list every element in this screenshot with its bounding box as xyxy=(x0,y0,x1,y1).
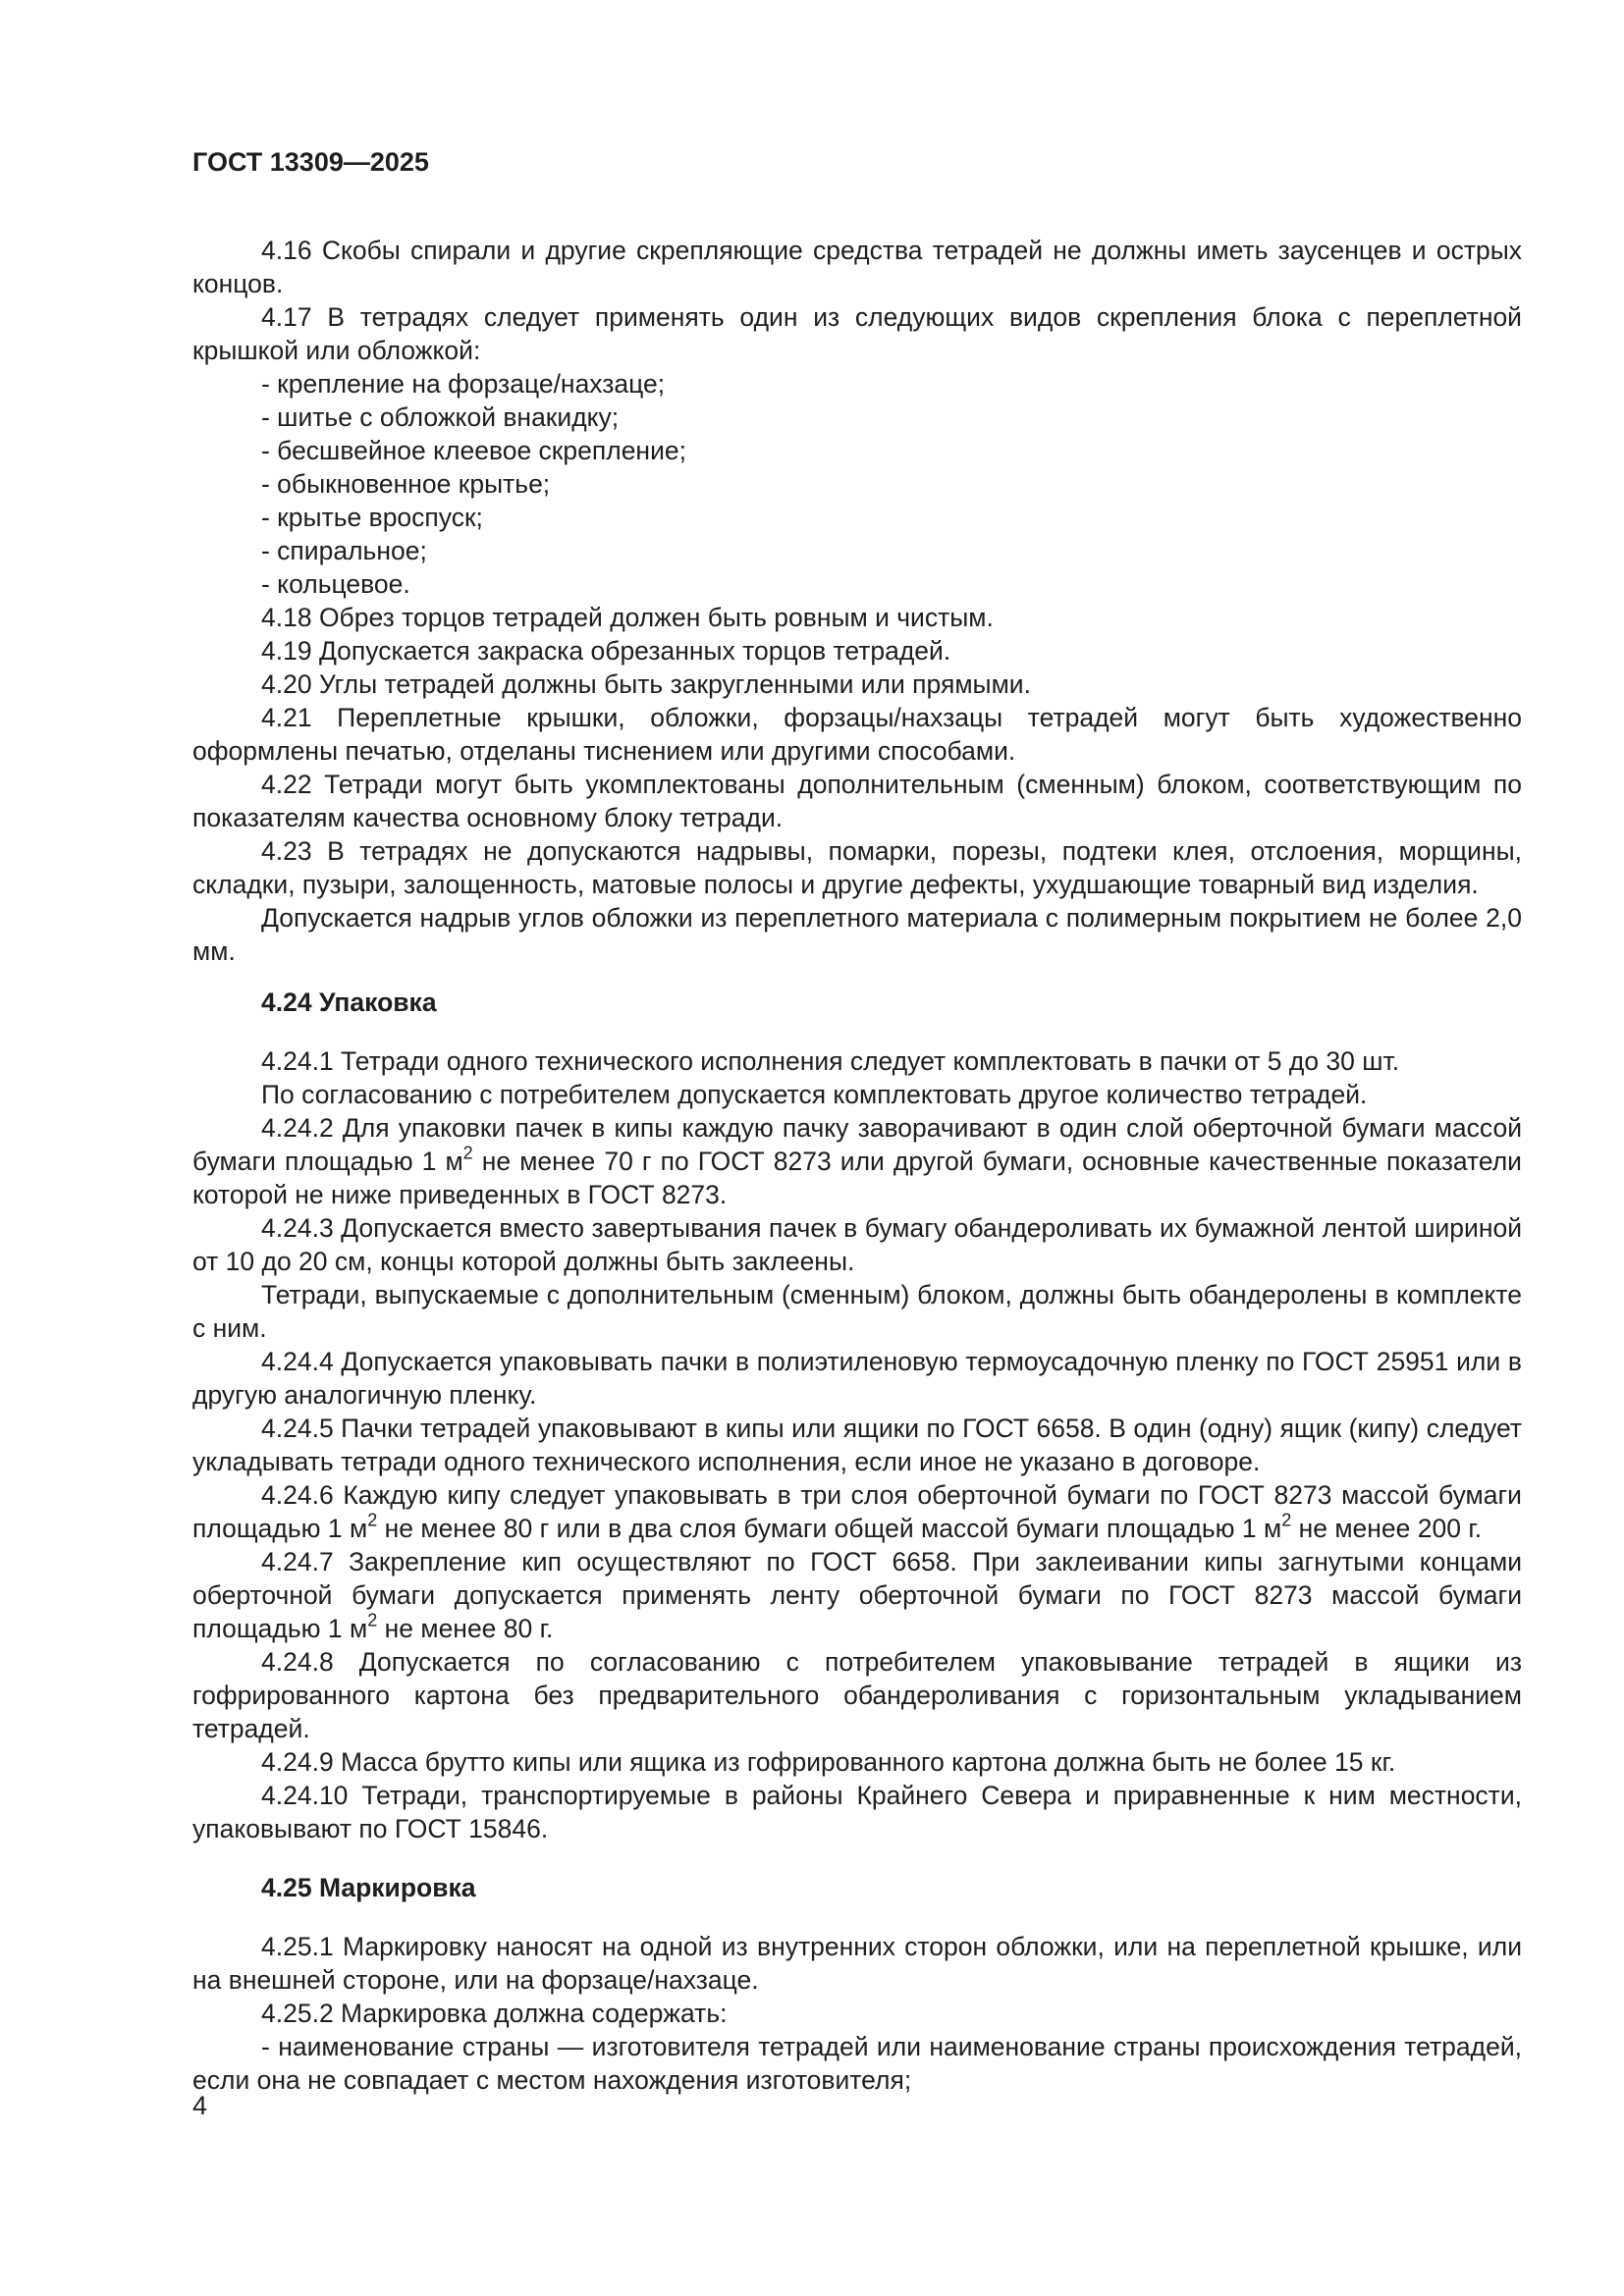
clause-4-23-note: Допускается надрыв углов обложки из переплетного материала с полимерным покрытием не более 2,0 мм. xyxy=(192,903,1522,966)
clause-4-24-1-note: По согласованию с потребителем допускается комплектовать другое количество тетрадей. xyxy=(261,1080,1368,1109)
list-item: - бесшвейное клеевое скрепление; xyxy=(261,436,686,465)
clause-4-25-1: 4.25.1 Маркировку наносят на одной из внутренних сторон обложки, или на переплетной крышке, или на внешней стороне, или на форзаце/нахзаце. xyxy=(192,1932,1522,1995)
list-item: - обыкновенное крытье; xyxy=(261,469,551,499)
clause-4-24-6 xyxy=(192,1478,1522,1545)
clause-4-21: 4.21 Переплетные крышки, обложки, форзацы/нахзацы тетрадей могут быть художественно оформлены печатью, отделаны тиснением или другими способами. xyxy=(192,703,1522,766)
section-heading-packaging: 4.24 Упаковка xyxy=(261,988,437,1017)
clause-4-23: 4.23 В тетрадях не допускаются надрывы, помарки, порезы, подтеки клея, отслоения, морщины, складки, пузыри, залощенность, матовые полосы и другие дефекты, ухудшающие товарный вид изделия. xyxy=(192,836,1522,899)
superscript: 2 xyxy=(1281,1510,1292,1530)
binding-types-list xyxy=(192,367,1522,601)
clause-4-24-4: 4.24.4 Допускается упаковывать пачки в полиэтиленовую термоусадочную пленку по ГОСТ 25951 или в другую аналогичную пленку. xyxy=(192,1347,1522,1410)
clause-4-24-8: 4.24.8 Допускается по согласованию с потребителем упаковывание тетрадей в ящики из гофрированного картона без предварительного обандероливания с горизонтальным укладыванием тетрадей. xyxy=(192,1647,1522,1743)
document-page xyxy=(192,145,1522,2097)
page-number: 4 xyxy=(192,2091,208,2120)
clause-4-24-5: 4.24.5 Пачки тетрадей упаковывают в кипы или ящики по ГОСТ 6658. В один (одну) ящик (кипу) следует укладывать тетради одного технического исполнения, если иное не указано в договоре. xyxy=(192,1414,1522,1476)
clause-4-24-7 xyxy=(192,1545,1522,1645)
list-item: - спиральное; xyxy=(261,536,427,565)
marking-list-item: - наименование страны — изготовителя тетрадей или наименование страны происхождения тетрадей, если она не совпадает с местом нахождения изготовителя; xyxy=(192,2032,1522,2095)
clause-4-18: 4.18 Обрез торцов тетрадей должен быть ровным и чистым. xyxy=(261,603,994,632)
document-header: ГОСТ 13309—2025 xyxy=(192,147,429,177)
clause-text: не менее 70 г по ГОСТ 8273 или другой бумаги, основные качественные показатели которой не ниже приведенных в ГОСТ 8273. xyxy=(192,1147,1522,1209)
clause-text: 4.24.6 Каждую кипу следует упаковывать в три слоя оберточной бумаги по ГОСТ 8273 массой бумаги площадью 1 м xyxy=(192,1480,1522,1543)
clause-4-16: 4.16 Скобы спирали и другие скрепляющие средства тетрадей не должны иметь заусенцев и острых концов. xyxy=(192,236,1522,298)
list-item: - кольцевое. xyxy=(261,569,410,599)
clause-4-20: 4.20 Углы тетрадей должны быть закругленными или прямыми. xyxy=(261,669,1031,699)
clause-4-24-2 xyxy=(192,1111,1522,1211)
clause-text: 4.24.2 Для упаковки пачек в кипы каждую пачку заворачивают в один слой оберточной бумаги массой бумаги площадью 1 м xyxy=(192,1113,1522,1176)
clause-4-24-10: 4.24.10 Тетради, транспортируемые в районы Крайнего Севера и приравненные к ним местности, упаковывают по ГОСТ 15846. xyxy=(192,1781,1522,1843)
clause-4-24-3-note: Тетради, выпускаемые с дополнительным (сменным) блоком, должны быть обандеролены в комплекте с ним. xyxy=(192,1280,1522,1343)
clause-4-24-3: 4.24.3 Допускается вместо завертывания пачек в бумагу обандероливать их бумажной лентой шириной от 10 до 20 см, концы которой должны быть заклеены. xyxy=(192,1213,1522,1276)
clause-text: не менее 200 г. xyxy=(1291,1514,1483,1543)
clause-4-22: 4.22 Тетради могут быть укомплектованы дополнительным (сменным) блоком, соответствующим по показателям качества основному блоку тетради. xyxy=(192,770,1522,832)
superscript: 2 xyxy=(367,1510,378,1530)
clause-4-24-1: 4.24.1 Тетради одного технического исполнения следует комплектовать в пачки от 5 до 30 шт. xyxy=(261,1046,1400,1076)
superscript: 2 xyxy=(367,1610,378,1630)
list-item: - шитье с обложкой внакидку; xyxy=(261,402,620,432)
clause-4-19: 4.19 Допускается закраска обрезанных торцов тетрадей. xyxy=(261,636,951,666)
clause-4-17: 4.17 В тетрадях следует применять один из следующих видов скрепления блока с переплетной крышкой или обложкой: xyxy=(192,302,1522,365)
superscript: 2 xyxy=(462,1143,473,1163)
clause-4-25-2: 4.25.2 Маркировка должна содержать: xyxy=(261,1999,728,2028)
list-item: - крытье вроспуск; xyxy=(261,503,483,532)
section-heading-marking: 4.25 Маркировка xyxy=(261,1873,476,1902)
list-item: - крепление на форзаце/нахзаце; xyxy=(261,369,666,399)
clause-text: 4.24.7 Закрепление кип осуществляют по ГОСТ 6658. При заклеивании кипы загнутыми концами оберточной бумаги допускается применять ленту оберточной бумаги по ГОСТ 8273 массой бумаги площадью 1 м xyxy=(192,1547,1522,1643)
clause-text: не менее 80 г. xyxy=(377,1614,554,1643)
clause-4-24-9: 4.24.9 Масса брутто кипы или ящика из гофрированного картона должна быть не более 15 кг. xyxy=(261,1747,1396,1777)
clause-text: не менее 80 г или в два слоя бумаги общей массой бумаги площадью 1 м xyxy=(377,1514,1282,1543)
